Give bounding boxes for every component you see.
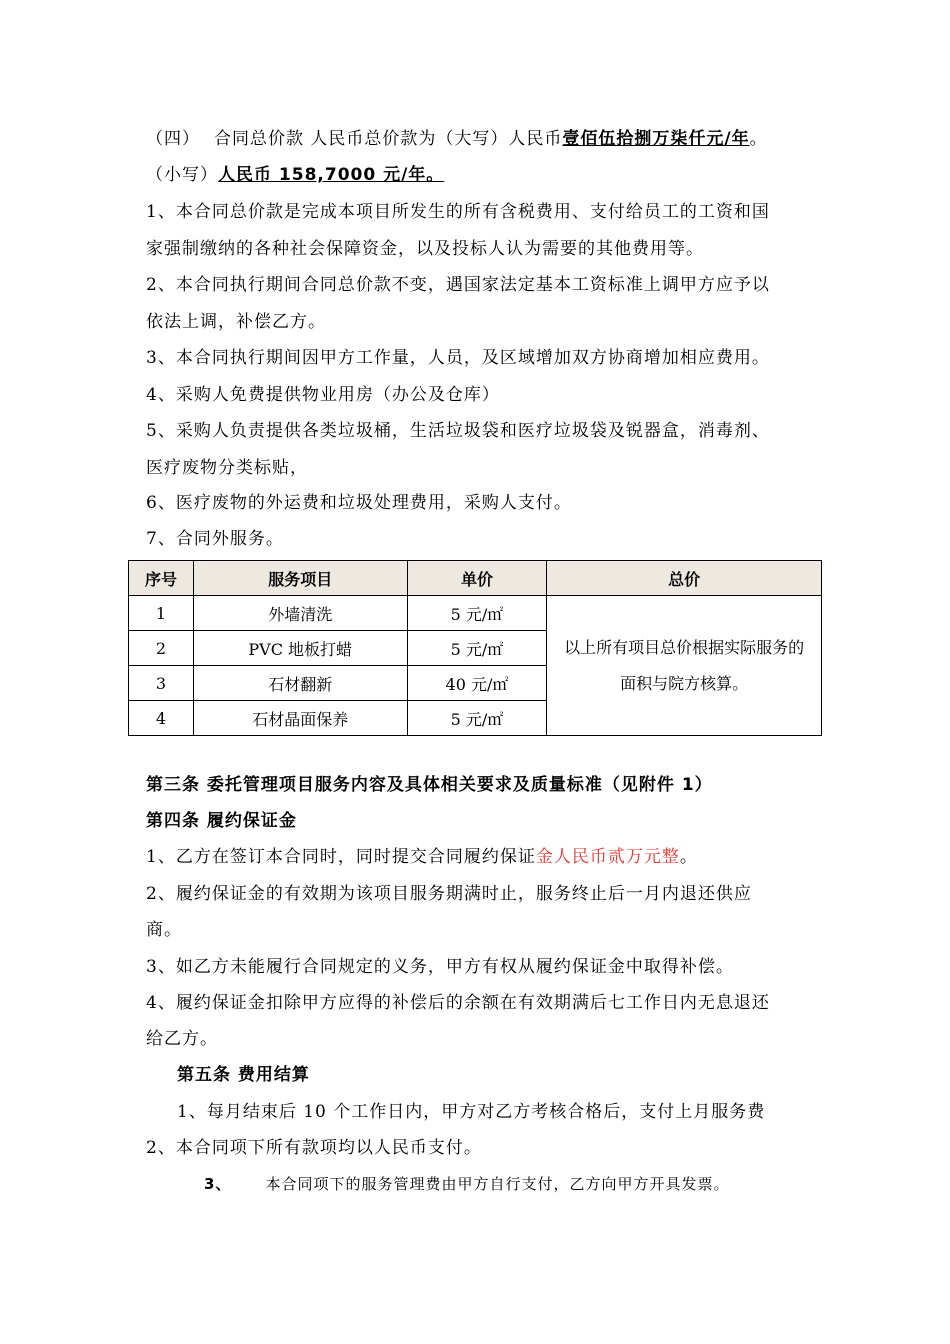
row-no: 4 <box>129 701 194 736</box>
deposit-end: 。 <box>679 847 698 867</box>
row-price: 5 元/㎡ <box>407 631 547 666</box>
article-5-line-1: 1、每月结束后 10 个工作日内，甲方对乙方考核合格后，支付上月服务费 <box>177 1102 766 1122</box>
article-3-heading: 第三条 委托管理项目服务内容及具体相关要求及质量标准（见附件 1） <box>146 775 713 795</box>
total-note: 以上所有项目总价根据实际服务的面积与院方核算。 <box>547 596 822 736</box>
table-row <box>129 596 822 631</box>
lower-prefix: （小写） <box>146 165 218 185</box>
line-3-text: 本合同项下的服务管理费由甲方自行支付，乙方向甲方开具发票。 <box>265 1175 730 1193</box>
article-4-line-2b: 商。 <box>146 920 182 940</box>
item-1b: 家强制缴纳的各种社会保障资金，以及投标人认为需要的其他费用等。 <box>146 239 704 259</box>
item-1a: 1、本合同总价款是完成本项目所发生的所有含税费用、支付给员工的工资和国 <box>146 202 770 222</box>
deposit-text: 1、乙方在签订本合同时，同时提交合同履约保证 <box>146 847 536 867</box>
article-5-heading: 第五条 费用结算 <box>177 1065 310 1085</box>
amount-lower: 人民币 158,7000 元/年。 <box>218 165 445 185</box>
item-2a: 2、本合同执行期间合同总价款不变，遇国家法定基本工资标准上调甲方应予以 <box>146 275 770 295</box>
row-no: 3 <box>129 666 194 701</box>
article-4-line-3: 3、如乙方未能履行合同规定的义务，甲方有权从履约保证金中取得补偿。 <box>146 957 734 977</box>
amount-upper: 壹佰伍拾捌万柒仟元/年 <box>562 129 750 149</box>
item-5a: 5、采购人负责提供各类垃圾桶，生活垃圾袋和医疗垃圾袋及锐器盒，消毒剂、 <box>146 421 770 441</box>
row-no: 1 <box>129 596 194 631</box>
article-4-line-4b: 给乙方。 <box>146 1029 218 1049</box>
article-4-heading: 第四条 履约保证金 <box>146 811 297 831</box>
row-price: 5 元/㎡ <box>407 596 547 631</box>
header-service: 服务项目 <box>193 561 407 596</box>
clause-text: 合同总价款 人民币总价款为（大写）人民币 <box>214 129 563 149</box>
header-total-price: 总价 <box>547 561 822 596</box>
item-3: 3、本合同执行期间因甲方工作量，人员，及区域增加双方协商增加相应费用。 <box>146 348 770 368</box>
clause-4-total-price <box>146 127 768 151</box>
row-service: PVC 地板打蜡 <box>193 631 407 666</box>
row-price: 5 元/㎡ <box>407 701 547 736</box>
row-service: 石材晶面保养 <box>193 701 407 736</box>
row-service: 外墙清洗 <box>193 596 407 631</box>
clause-label: （四） <box>146 129 200 149</box>
item-7: 7、合同外服务。 <box>146 529 284 549</box>
service-price-table <box>128 560 822 736</box>
table-header-row <box>129 561 822 596</box>
item-2b: 依法上调，补偿乙方。 <box>146 312 326 332</box>
header-unit-price: 单价 <box>407 561 547 596</box>
item-4: 4、采购人免费提供物业用房（办公及仓库） <box>146 385 500 405</box>
article-4-line-2a: 2、履约保证金的有效期为该项目服务期满时止，服务终止后一月内退还供应 <box>146 884 752 904</box>
article-4-line-4a: 4、履约保证金扣除甲方应得的补偿后的余额在有效期满后七工作日内无息退还 <box>146 993 770 1013</box>
deposit-amount: 金人民币贰万元整 <box>535 847 680 867</box>
clause-4-lower-amount <box>146 163 444 187</box>
item-6: 6、医疗废物的外运费和垃圾处理费用，采购人支付。 <box>146 493 572 513</box>
header-no: 序号 <box>129 561 194 596</box>
article-5-line-2: 2、本合同项下所有款项均以人民币支付。 <box>146 1138 482 1158</box>
article-4-line-1 <box>146 845 698 869</box>
line-3-number: 3、 <box>204 1175 232 1193</box>
row-price: 40 元/㎡ <box>407 666 547 701</box>
article-5-line-3 <box>204 1172 729 1196</box>
clause-end: 。 <box>749 129 768 149</box>
row-service: 石材翻新 <box>193 666 407 701</box>
row-no: 2 <box>129 631 194 666</box>
item-5b: 医疗废物分类标贴， <box>146 458 308 478</box>
